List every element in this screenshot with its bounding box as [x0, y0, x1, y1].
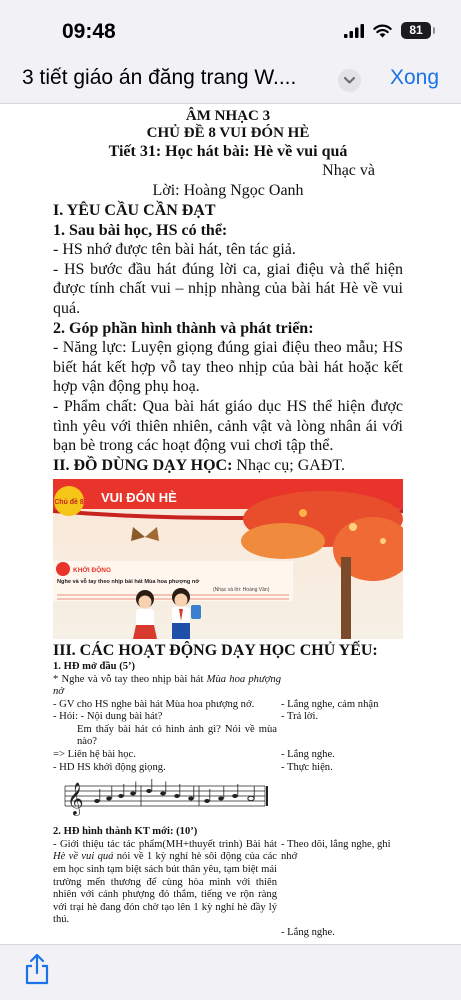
doc-header-lesson: Tiết 31: Học hát bài: Hè về vui quá	[108, 143, 348, 160]
document-page	[53, 104, 403, 944]
signal-icon	[344, 24, 364, 38]
status-bar	[0, 0, 461, 58]
doc-author-line2: Lời: Hoàng Ngọc Oanh	[152, 182, 304, 199]
paragraph-1: - HS nhớ được tên bài hát, tên tác giả.	[53, 241, 296, 259]
student-activity	[281, 724, 403, 749]
status-time: 09:48	[62, 20, 116, 43]
activity-2-text-c: nói về 1 kỳ nghỉ hè sôi động của các em học sinh tạm biệt sách bút thân yêu, tạm biệt mái trường mến thương để cùng hòa mình với thiên nhiên với cánh phượng đỏ thắm, tiếng ve rộn ràng với trại hè đang đón chờ tạo lên 1 kỳ nghỉ hè đầy lý thú.	[53, 851, 277, 926]
student-activity: - Lắng nghe, cảm nhận	[281, 698, 379, 710]
activity-2-song: Hè về vui quá	[53, 851, 114, 863]
subsection-after-lesson: 1. Sau bài học, HS có thể:	[53, 221, 228, 239]
student-activity: - Thực hiện.	[281, 761, 333, 773]
khoi-dong-icon	[56, 562, 70, 576]
activity-2-row	[53, 839, 403, 940]
section-materials-label: II. ĐỒ DÙNG DẠY HỌC:	[53, 456, 233, 474]
document-title: 3 tiết giáo án đăng trang W....	[22, 66, 297, 89]
activity-1-row-3	[53, 724, 403, 749]
activity-1-song: Mùa hoa phượng nở	[53, 673, 281, 698]
chevron-down-icon[interactable]	[338, 69, 361, 92]
paragraph-4: - Phẩm chất: Qua bài hát giáo dục HS thể hiện được tình yêu với thiên nhiên, cảnh vật và lòng nhân ái với bạn bè trong các hoạt động vui chơi tập thể.	[53, 397, 403, 455]
activity-1-intro-text: * Nghe và vỗ tay theo nhịp bài hát	[53, 673, 207, 685]
teacher-activity: - Hỏi: - Nội dung bài hát?	[53, 711, 163, 723]
student-activity	[281, 839, 403, 940]
khoi-dong-label: KHỞI ĐỘNG	[73, 567, 112, 575]
activity-1-row-1	[53, 699, 403, 712]
section-activities: III. CÁC HOẠT ĐỘNG DẠY HỌC CHỦ YẾU:	[53, 642, 378, 660]
section-materials-text: Nhạc cụ; GAĐT.	[232, 456, 345, 474]
done-button[interactable]: Xong	[389, 66, 439, 89]
status-icons	[344, 22, 431, 39]
music-staff	[53, 778, 281, 816]
doc-author-line1: Nhạc và	[322, 162, 375, 179]
doc-header-topic: CHỦ ĐỀ 8 VUI ĐÓN HÈ	[146, 125, 310, 141]
activity-1-row-2	[53, 711, 403, 724]
textbook-illustration	[53, 479, 403, 639]
banner-caption: Nghe và vỗ tay theo nhịp bài hát Mùa hoa phượng nở	[57, 579, 200, 586]
activity-1-row-4	[53, 749, 403, 762]
teacher-activity: Em thấy bài hát có hình ảnh gì? Nói về mùa nào?	[77, 723, 277, 748]
teacher-activity: => Liên hệ bài học.	[53, 749, 136, 761]
teacher-activity: - GV cho HS nghe bài hát Mùa hoa phượng nở.	[53, 698, 255, 710]
topic-badge-text: Chủ đề 8	[54, 499, 84, 507]
banner-title: VUI ĐÓN HÈ	[101, 490, 177, 506]
student-activity: - Trả lời.	[281, 711, 319, 723]
paragraph-3: - Năng lực: Luyện giọng đúng giai điệu theo mẫu; HS biết hát kết hợp vỗ tay theo nhịp của bài hát hoặc kết hợp vận động phụ hoạ.	[53, 339, 403, 396]
treble-clef-icon: 𝄞	[67, 782, 84, 816]
paragraph-2: - HS bước đầu hát đúng lời ca, giai điệu và thể hiện được tính chất vui – nhịp nhàng của bài hát Hè về vui quá.	[53, 260, 403, 317]
activity-2-title: 2. HĐ hình thành KT mới: (10’)	[53, 826, 198, 838]
subsection-develop: 2. Góp phần hình thành và phát triển:	[53, 319, 314, 337]
student-activity: - Lắng nghe.	[281, 749, 335, 761]
battery-icon: 81	[401, 22, 431, 39]
wifi-icon	[373, 24, 392, 38]
activity-1-intro	[53, 674, 281, 699]
student-activity-1: - Theo dõi, lắng nghe, ghi nhớ	[281, 838, 391, 863]
nav-bar	[0, 58, 461, 104]
doc-header-subject: ÂM NHẠC 3	[185, 108, 271, 124]
banner-credit: (Nhạc và lời: Hoàng Vân)	[213, 587, 270, 594]
teacher-activity	[53, 839, 281, 940]
activity-1-title: 1. HĐ mở đầu (5’)	[53, 660, 136, 672]
bottom-toolbar	[0, 944, 461, 1000]
activity-2-text-a: - Giới thiệu tác tác phẩm(MH+thuyết trình) Bài hát	[53, 838, 277, 850]
share-icon[interactable]	[24, 953, 50, 990]
teacher-activity: - HD HS khởi động giọng.	[53, 761, 166, 773]
section-materials	[53, 456, 403, 476]
section-requirements: I. YÊU CẦU CẦN ĐẠT	[53, 202, 216, 219]
activity-1-row-5	[53, 762, 403, 775]
student-activity-2: - Lắng nghe.	[281, 927, 335, 939]
